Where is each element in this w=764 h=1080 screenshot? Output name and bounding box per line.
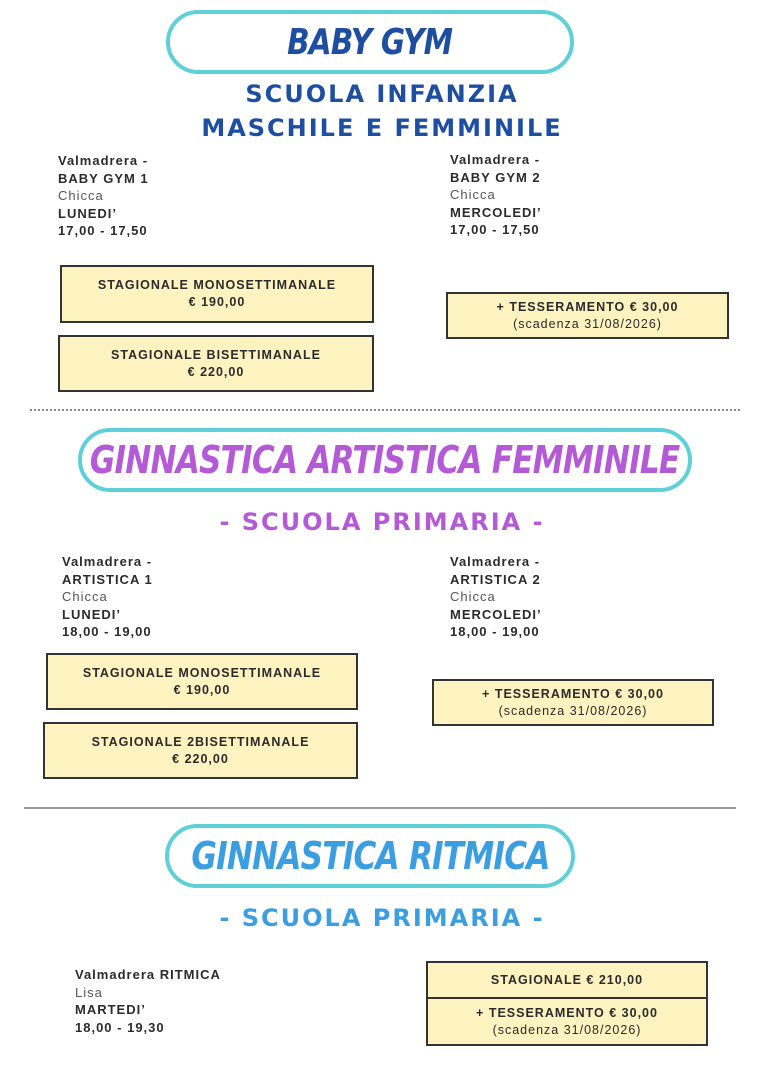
price-value: € 190,00 [188,295,246,309]
price-label: STAGIONALE 2BISETTIMANALE [91,734,310,749]
course-place: Valmadrera - [450,554,541,569]
ritmica-title-pill [165,824,575,888]
artistica-price-mono [46,653,358,710]
course-teacher: Lisa [75,984,103,1000]
course-name: Valmadrera RITMICA [75,967,221,982]
course-teacher: Chicca [58,188,104,203]
membership-label: + TESSERAMENTO € 30,00 [476,1005,658,1020]
baby-gym-title: BABY GYM [287,21,453,63]
course-name: BABY GYM 1 [58,170,149,186]
baby-gym-subtitle-2: MASCHILE E FEMMINILE [201,114,563,142]
artistica-course-2 [450,553,542,641]
course-day: MARTEDI’ [75,1002,146,1017]
course-name: ARTISTICA 1 [62,571,153,587]
artistica-subtitle: - SCUOLA PRIMARIA - [219,508,545,536]
course-place: Valmadrera - [58,153,149,168]
baby-gym-subtitle-1: SCUOLA INFANZIA [245,80,519,108]
course-time: 18,00 - 19,00 [62,624,152,639]
membership-note: (scadenza 31/08/2026) [498,703,648,718]
artistica-membership [432,679,714,726]
course-time: 17,00 - 17,50 [58,223,148,238]
artistica-price-bi [43,722,358,779]
price-label: STAGIONALE € 210,00 [490,972,644,987]
membership-note: (scadenza 31/08/2026) [492,1022,642,1037]
course-day: MERCOLEDI’ [450,204,542,220]
course-name: ARTISTICA 2 [450,571,541,587]
price-label: STAGIONALE MONOSETTIMANALE [82,665,322,680]
baby-gym-course-2 [450,151,542,239]
price-value: € 220,00 [172,751,229,766]
course-day: LUNEDI’ [62,606,121,622]
course-place: Valmadrera - [450,152,541,167]
course-teacher: Chicca [450,187,496,202]
ritmica-course [75,966,221,1036]
baby-gym-title-pill [166,10,574,74]
section-divider-solid [24,807,736,809]
section-divider-dotted [30,409,740,411]
artistica-course-1 [62,553,153,641]
ritmica-subtitle: - SCUOLA PRIMARIA - [219,904,545,932]
course-name: BABY GYM 2 [450,169,541,185]
course-time: 18,00 - 19,30 [75,1019,165,1035]
price-label: STAGIONALE MONOSETTIMANALE [97,278,337,292]
course-day: LUNEDI’ [58,205,117,221]
course-teacher: Chicca [450,589,496,604]
membership-note: (scadenza 31/08/2026) [513,316,662,331]
artistica-title-pill [78,428,692,492]
price-value: € 220,00 [187,364,245,379]
ritmica-price [426,961,708,999]
course-time: 17,00 - 17,50 [450,222,540,237]
course-time: 18,00 - 19,00 [450,624,540,639]
baby-gym-price-mono [60,265,374,323]
price-label: STAGIONALE BISETTIMANALE [111,347,321,362]
artistica-title: GINNASTICA ARTISTICA FEMMINILE [90,438,680,482]
baby-gym-course-1 [58,152,149,240]
price-value: € 190,00 [173,682,231,697]
course-day: MERCOLEDI’ [450,606,542,622]
baby-gym-membership [446,292,729,339]
ritmica-membership [426,997,708,1046]
baby-gym-price-bi [58,335,374,392]
membership-label: + TESSERAMENTO € 30,00 [482,686,664,701]
ritmica-title: GINNASTICA RITMICA [190,834,550,878]
course-teacher: Chicca [62,589,108,604]
membership-label: + TESSERAMENTO € 30,00 [496,299,679,314]
course-place: Valmadrera - [62,554,153,569]
